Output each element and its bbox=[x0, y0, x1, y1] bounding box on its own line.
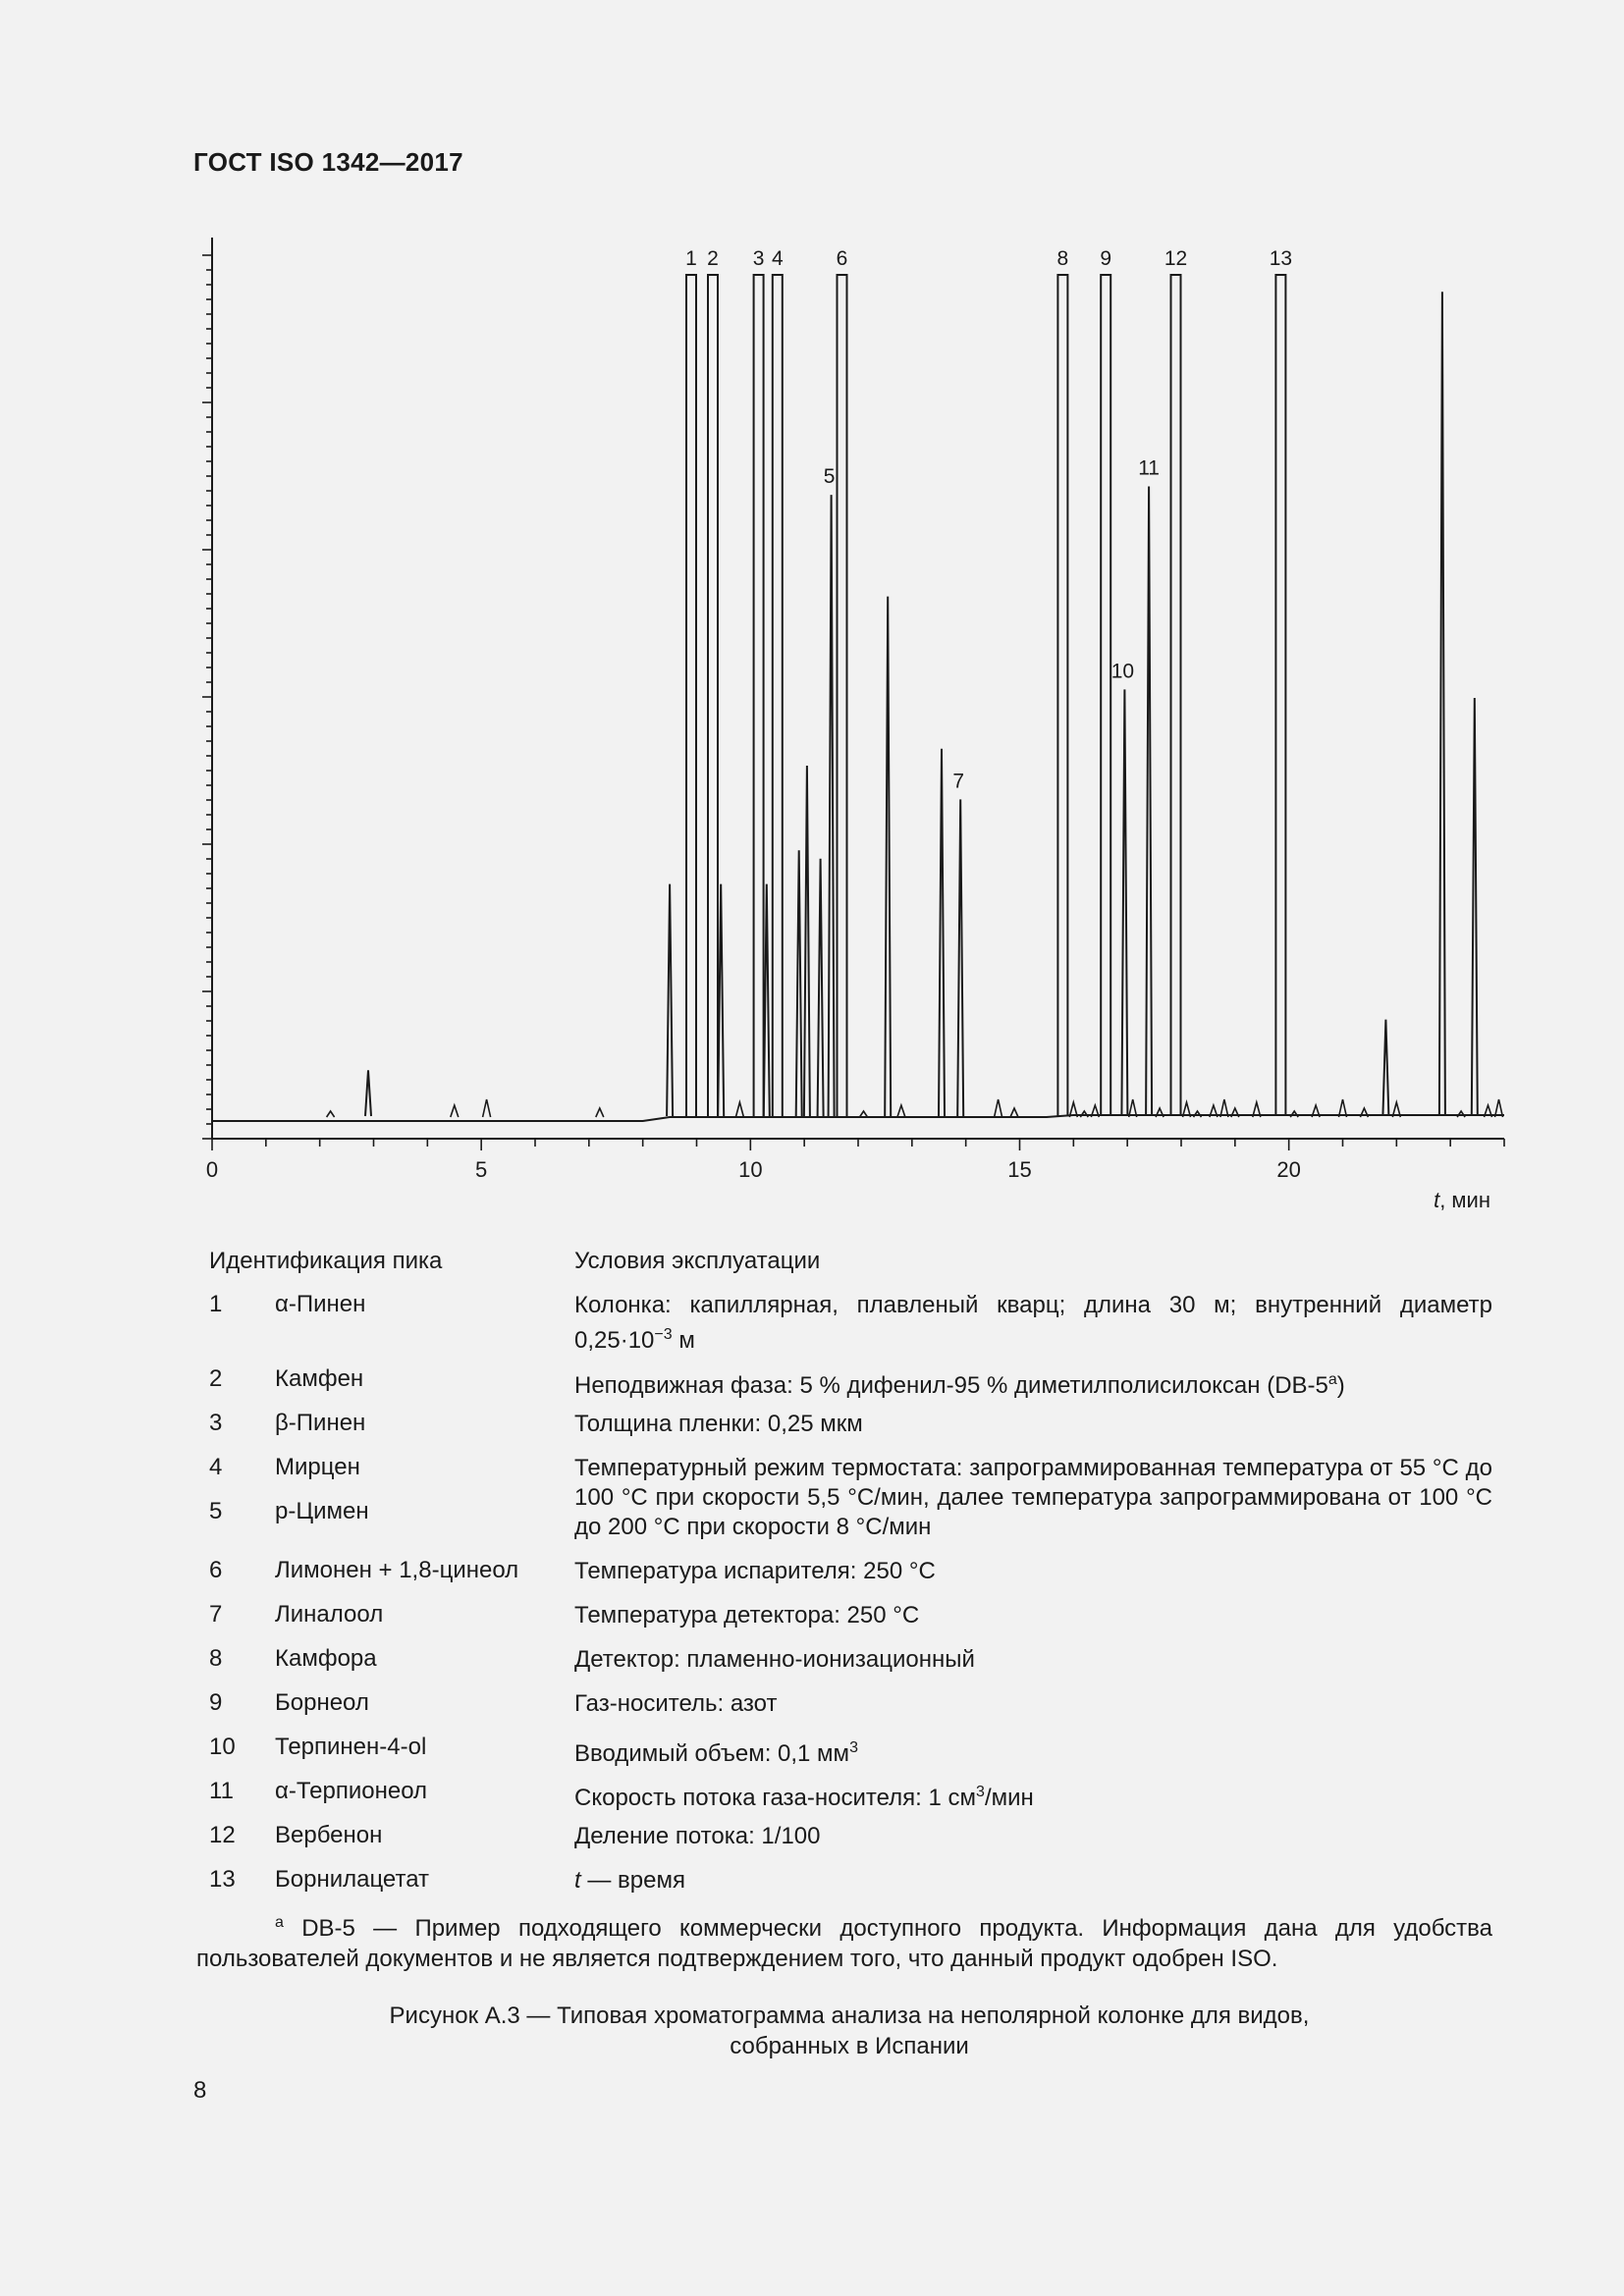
cond-volume: Вводимый объем: 0,1 $мм^3$ bbox=[574, 1739, 858, 1767]
peak-name: α-Терпионеол bbox=[275, 1778, 428, 1804]
peak-label: 13 bbox=[1269, 247, 1293, 270]
peak-number: 11 bbox=[209, 1778, 234, 1804]
peak-number: 4 bbox=[209, 1454, 223, 1480]
caption-line-1: Рисунок А.3 — Типовая хроматограмма анализа на неполярной колонке для видов, bbox=[389, 2002, 1310, 2029]
minor-peak bbox=[451, 1105, 459, 1117]
footnote: $^a$ DB-5 — Пример подходящего коммерчески доступного продукта. Информация дана для удобства пользователей документов и не является подтверждением того, что данный продукт одобрен ISO. bbox=[196, 1914, 1492, 1972]
chromatogram-peak bbox=[818, 859, 824, 1116]
chromatogram-peak bbox=[829, 495, 835, 1116]
peak-label: 10 bbox=[1110, 660, 1135, 683]
chromatogram-peak bbox=[718, 884, 724, 1116]
chromatogram-peak bbox=[764, 884, 770, 1116]
peak-number: 12 bbox=[209, 1822, 236, 1848]
peak-number: 10 bbox=[209, 1734, 236, 1760]
minor-peak bbox=[1010, 1108, 1018, 1117]
peak-name: Лимонен + 1,8-цинеол bbox=[275, 1557, 519, 1583]
peak-name: Камфора bbox=[275, 1645, 377, 1672]
cond-column: Колонка: капиллярная, плавленый кварц; длина 30 м; внутренний диаметр $0,25\cdot 10^{-3}$ м bbox=[574, 1292, 1492, 1354]
peak-name: р-Цимен bbox=[275, 1498, 369, 1524]
chromatogram-peak bbox=[957, 799, 963, 1116]
minor-peak bbox=[995, 1099, 1002, 1117]
peak-id-header: Идентификация пика bbox=[209, 1248, 443, 1274]
chromatogram-peak bbox=[686, 275, 696, 1116]
peak-number: 2 bbox=[209, 1365, 223, 1392]
cond-time: t — время bbox=[574, 1867, 685, 1894]
x-tick-label: 0 bbox=[205, 1157, 219, 1182]
cond-oven: Температурный режим термостата: запрограммированная температура от 55 °C до 100 °C при скорости 5,5 °C/мин, далее температура запрограммирована от 100 °C до 200 °C при скорости 8 °C/мин bbox=[574, 1455, 1492, 1540]
chromatogram-peak bbox=[773, 275, 783, 1116]
minor-peak bbox=[327, 1111, 335, 1117]
peak-label: 9 bbox=[1100, 247, 1112, 270]
chromatogram-peak bbox=[365, 1070, 371, 1116]
figure-caption bbox=[196, 2001, 1502, 2061]
peak-label: 1 bbox=[685, 247, 697, 270]
minor-peak bbox=[735, 1102, 743, 1117]
peak-label: 7 bbox=[952, 770, 965, 793]
minor-peak bbox=[483, 1099, 491, 1117]
peak-name: Борнеол bbox=[275, 1689, 369, 1716]
chromatogram-peak bbox=[1146, 487, 1152, 1117]
minor-peak bbox=[596, 1108, 604, 1117]
peak-name: Терпинен-4-ol bbox=[275, 1734, 427, 1760]
peak-label: 11 bbox=[1138, 456, 1161, 480]
minor-peak bbox=[897, 1105, 905, 1117]
cond-detector: Детектор: пламенно-ионизационный bbox=[574, 1646, 975, 1673]
x-tick-label: 15 bbox=[1007, 1157, 1032, 1182]
chromatogram-peak bbox=[939, 749, 945, 1116]
chromatogram-peak bbox=[804, 766, 810, 1116]
chromatogram-peak bbox=[708, 275, 718, 1116]
cond-flow: Скорость потока газа-носителя: 1 $см^3$/мин bbox=[574, 1784, 1034, 1811]
chromatogram-peak bbox=[838, 275, 847, 1116]
chromatogram-peak bbox=[1275, 275, 1285, 1116]
peak-number: 7 bbox=[209, 1601, 223, 1628]
peak-label: 8 bbox=[1056, 247, 1069, 270]
x-axis-label: t, мин bbox=[1434, 1188, 1490, 1212]
peak-name: Борнилацетат bbox=[275, 1866, 430, 1893]
cond-carrier: Газ-носитель: азот bbox=[574, 1690, 778, 1717]
peak-label: 4 bbox=[771, 247, 784, 270]
baseline-trace bbox=[212, 1115, 1504, 1121]
peak-label: 12 bbox=[1164, 247, 1188, 270]
caption-line-2: собранных в Испании bbox=[730, 2033, 969, 2059]
x-tick-label: 10 bbox=[738, 1157, 763, 1182]
peak-name: α-Пинен bbox=[275, 1291, 366, 1317]
chromatogram-peak bbox=[885, 597, 891, 1116]
peak-number: 6 bbox=[209, 1557, 223, 1583]
chromatogram-peak bbox=[1171, 275, 1181, 1116]
chromatogram-peak bbox=[1382, 1020, 1388, 1116]
peak-label: 6 bbox=[836, 247, 848, 270]
peak-name: Вербенон bbox=[275, 1822, 383, 1848]
chromatogram-peak bbox=[1439, 292, 1445, 1116]
cond-phase: Неподвижная фаза: 5 % дифенил-95 % диметилполисилоксан (DB-5$^a$) bbox=[574, 1371, 1345, 1399]
chromatogram-peak bbox=[1472, 698, 1478, 1116]
peak-label: 2 bbox=[707, 247, 719, 270]
cond-split: Деление потока: 1/100 bbox=[574, 1823, 821, 1849]
x-tick-label: 5 bbox=[475, 1157, 488, 1182]
cond-injector: Температура испарителя: 250 °C bbox=[574, 1558, 936, 1584]
chromatogram-peak bbox=[754, 275, 764, 1116]
peak-number: 3 bbox=[209, 1410, 223, 1436]
conditions-header: Условия эксплуатации bbox=[574, 1248, 821, 1274]
peak-name: Камфен bbox=[275, 1365, 364, 1392]
document-code: ГОСТ ISO 1342—2017 bbox=[193, 147, 463, 177]
peak-label: 5 bbox=[823, 465, 836, 489]
peak-number: 9 bbox=[209, 1689, 223, 1716]
page-number: 8 bbox=[193, 2077, 207, 2104]
peak-number: 13 bbox=[209, 1866, 236, 1893]
chromatogram-peak bbox=[1121, 689, 1127, 1116]
peak-number: 1 bbox=[209, 1291, 223, 1317]
x-tick-label: 20 bbox=[1276, 1157, 1301, 1182]
chromatogram-peak bbox=[1101, 275, 1110, 1116]
chromatogram-peak bbox=[796, 850, 802, 1116]
cond-film: Толщина пленки: 0,25 мкм bbox=[574, 1411, 863, 1437]
cond-detector-temp: Температура детектора: 250 °C bbox=[574, 1602, 920, 1629]
peak-number: 8 bbox=[209, 1645, 223, 1672]
peak-name: Линалоол bbox=[275, 1601, 384, 1628]
peak-label: 3 bbox=[752, 247, 765, 270]
peak-number: 5 bbox=[209, 1498, 223, 1524]
chromatogram-peak bbox=[667, 884, 673, 1116]
peak-name: Мирцен bbox=[275, 1454, 360, 1480]
chromatogram-peak bbox=[1057, 275, 1067, 1116]
peak-name: β-Пинен bbox=[275, 1410, 366, 1436]
